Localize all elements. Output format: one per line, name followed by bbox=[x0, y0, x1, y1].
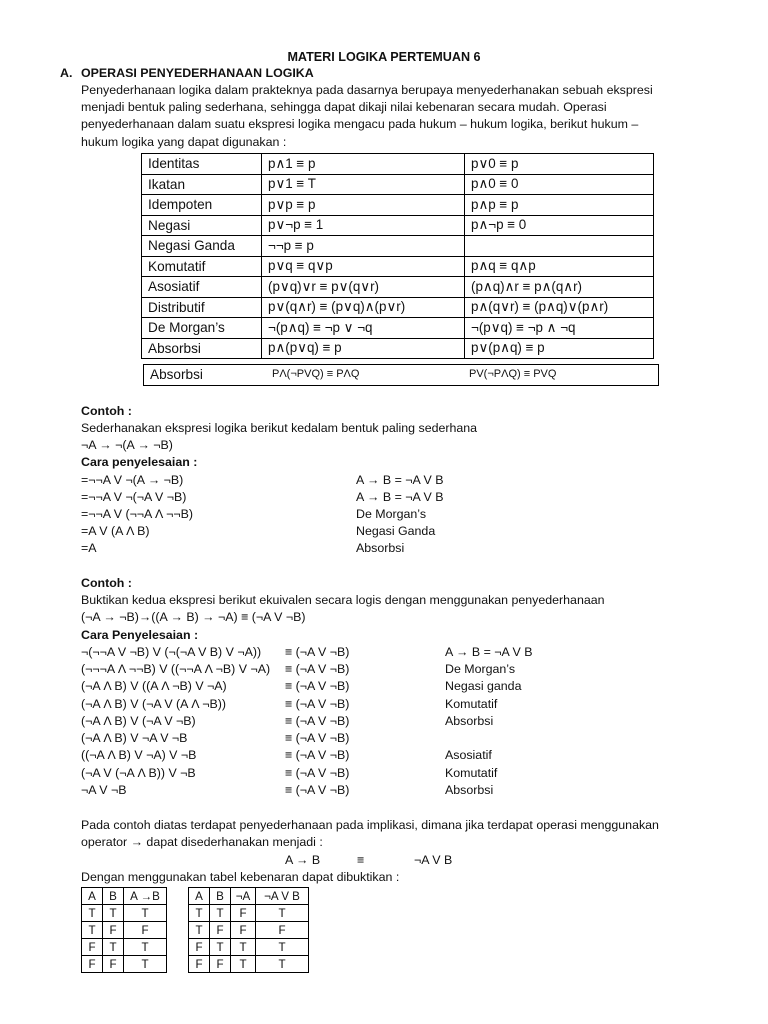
step-reason: A → B = ¬A V B bbox=[356, 473, 444, 487]
intro-line: penyederhanaan dalam suatu ekspresi logika mengacu pada hukum – hukum logika, berikut hukum – bbox=[81, 117, 639, 132]
law-formula: p∨(p∧q) ≡ p bbox=[465, 338, 654, 359]
column-header: ¬A bbox=[231, 888, 256, 905]
law-name: Distributif bbox=[142, 297, 262, 318]
step-expression: (¬A Λ B) V ¬A V ¬B bbox=[81, 731, 188, 745]
proof-line: Dengan menggunakan tabel kebenaran dapat dibuktikan : bbox=[81, 870, 400, 884]
law-formula: PΛ(¬PVQ) ≡ PΛQ bbox=[272, 368, 360, 380]
table-cell: T bbox=[124, 939, 167, 956]
step-expression: (¬¬¬A Λ ¬¬B) V ((¬¬A Λ ¬B) V ¬A) bbox=[81, 662, 271, 676]
table-row bbox=[142, 174, 654, 195]
table-row bbox=[142, 154, 654, 175]
table-row bbox=[189, 956, 309, 973]
law-formula: ¬(p∨q) ≡ ¬p ∧ ¬q bbox=[465, 318, 654, 339]
table-row bbox=[142, 318, 654, 339]
intro-paragraph bbox=[81, 82, 715, 151]
example1-solution-label: Cara penyelesaian : bbox=[81, 455, 198, 469]
step-expression: ((¬A Λ B) V ¬A) V ¬B bbox=[81, 748, 197, 762]
step-expression: =A bbox=[81, 541, 97, 555]
table-row bbox=[82, 922, 167, 939]
table-cell: F bbox=[256, 922, 309, 939]
table-row bbox=[142, 277, 654, 298]
step-expression: =¬¬A V (¬¬A Λ ¬¬B) bbox=[81, 507, 193, 521]
table-cell: T bbox=[189, 922, 210, 939]
table-cell: F bbox=[231, 905, 256, 922]
example2-expression: (¬A → ¬B)→((A → B) → ¬A) ≡ (¬A V ¬B) bbox=[81, 610, 306, 624]
law-name: Asosiatif bbox=[142, 277, 262, 298]
law-formula: (p∧q)∧r ≡ p∧(q∧r) bbox=[465, 277, 654, 298]
page-title: MATERI LOGIKA PERTEMUAN 6 bbox=[287, 50, 481, 64]
step-expression: =¬¬A V ¬(¬A V ¬B) bbox=[81, 490, 187, 504]
law-formula: p∨1 ≡ T bbox=[262, 174, 465, 195]
table-row bbox=[142, 338, 654, 359]
law-name: Idempoten bbox=[142, 195, 262, 216]
law-formula: p∧0 ≡ 0 bbox=[465, 174, 654, 195]
law-formula: PV(¬PΛQ) ≡ PVQ bbox=[469, 368, 557, 380]
table-row bbox=[142, 195, 654, 216]
step-equivalence: ≡ (¬A V ¬B) bbox=[285, 783, 350, 797]
formula-equiv: ≡ bbox=[357, 853, 365, 867]
step-equivalence: ≡ (¬A V ¬B) bbox=[285, 731, 350, 745]
formula-right: ¬A V B bbox=[414, 853, 453, 867]
absorbsi-extra-row bbox=[143, 364, 659, 386]
table-cell: F bbox=[82, 939, 103, 956]
law-formula: p∨(q∧r) ≡ (p∨q)∧(p∨r) bbox=[262, 297, 465, 318]
law-name: De Morgan’s bbox=[142, 318, 262, 339]
example1-expression: ¬A → ¬(A → ¬B) bbox=[81, 438, 173, 452]
section-heading bbox=[60, 66, 314, 80]
example1-label: Contoh : bbox=[81, 404, 132, 418]
law-formula: p∧(p∨q) ≡ p bbox=[262, 338, 465, 359]
table-cell: T bbox=[82, 922, 103, 939]
table-row bbox=[142, 297, 654, 318]
law-name: Komutatif bbox=[142, 256, 262, 277]
table-cell: T bbox=[103, 939, 124, 956]
table-row bbox=[82, 939, 167, 956]
table-cell: T bbox=[256, 939, 309, 956]
logic-laws-table bbox=[141, 153, 654, 359]
truth-table-disjunction bbox=[188, 887, 309, 973]
step-equivalence: ≡ (¬A V ¬B) bbox=[285, 697, 350, 711]
table-cell: T bbox=[231, 956, 256, 973]
law-formula: p∧(q∨r) ≡ (p∧q)∨(p∧r) bbox=[465, 297, 654, 318]
step-equivalence: ≡ (¬A V ¬B) bbox=[285, 714, 350, 728]
column-header: B bbox=[103, 888, 124, 905]
step-reason: Negasi ganda bbox=[445, 679, 522, 693]
truth-table-implication bbox=[81, 887, 167, 973]
law-formula: p∨p ≡ p bbox=[262, 195, 465, 216]
example2-label: Contoh : bbox=[81, 576, 132, 590]
step-reason: Komutatif bbox=[445, 697, 498, 711]
step-reason: Negasi Ganda bbox=[356, 524, 436, 538]
table-cell: T bbox=[103, 905, 124, 922]
closing-line: operator → dapat disederhanakan menjadi : bbox=[81, 835, 323, 849]
column-header: A →B bbox=[124, 888, 167, 905]
example1-instruction: Sederhanakan ekspresi logika berikut kedalam bentuk paling sederhana bbox=[81, 421, 478, 435]
table-row bbox=[142, 215, 654, 236]
step-reason: Komutatif bbox=[445, 766, 498, 780]
step-equivalence: ≡ (¬A V ¬B) bbox=[285, 645, 350, 659]
step-reason: A → B = ¬A V B bbox=[445, 645, 533, 659]
table-cell: F bbox=[210, 956, 231, 973]
step-expression: (¬A Λ B) V ((A Λ ¬B) V ¬A) bbox=[81, 679, 227, 693]
step-equivalence: ≡ (¬A V ¬B) bbox=[285, 662, 350, 676]
table-row bbox=[82, 905, 167, 922]
column-header: A bbox=[189, 888, 210, 905]
column-header: A bbox=[82, 888, 103, 905]
table-row bbox=[142, 236, 654, 257]
table-row bbox=[189, 905, 309, 922]
table-row bbox=[189, 922, 309, 939]
table-cell: T bbox=[82, 905, 103, 922]
table-cell: T bbox=[210, 905, 231, 922]
law-formula: ¬¬p ≡ p bbox=[262, 236, 465, 257]
law-formula: (p∨q)∨r ≡ p∨(q∨r) bbox=[262, 277, 465, 298]
table-row bbox=[189, 939, 309, 956]
step-reason: Asosiatif bbox=[445, 748, 492, 762]
step-expression: (¬A Λ B) V (¬A V ¬B) bbox=[81, 714, 196, 728]
law-formula: p∨0 ≡ p bbox=[465, 154, 654, 175]
table-cell: F bbox=[82, 956, 103, 973]
step-expression: ¬A V ¬B bbox=[81, 783, 127, 797]
table-cell: T bbox=[256, 905, 309, 922]
table-cell: F bbox=[103, 922, 124, 939]
step-expression: =¬¬A V ¬(A → ¬B) bbox=[81, 473, 184, 487]
column-header: ¬A V B bbox=[256, 888, 309, 905]
law-formula: ¬(p∧q) ≡ ¬p ∨ ¬q bbox=[262, 318, 465, 339]
law-formula: p∨q ≡ q∨p bbox=[262, 256, 465, 277]
intro-line: Penyederhanaan logika dalam prakteknya pada dasarnya berupaya menyederhanakan sebuah ekspresi bbox=[81, 83, 653, 97]
law-formula: p∧p ≡ p bbox=[465, 195, 654, 216]
law-formula: p∨¬p ≡ 1 bbox=[262, 215, 465, 236]
intro-line: hukum logika yang dapat digunakan : bbox=[81, 134, 287, 149]
step-equivalence: ≡ (¬A V ¬B) bbox=[285, 748, 350, 762]
law-name: Negasi bbox=[142, 215, 262, 236]
table-cell: T bbox=[231, 939, 256, 956]
law-name: Absorbsi bbox=[150, 367, 203, 382]
column-header: B bbox=[210, 888, 231, 905]
table-cell: T bbox=[210, 939, 231, 956]
step-expression: =A V (A Λ B) bbox=[81, 524, 150, 538]
step-reason: De Morgan’s bbox=[356, 507, 427, 521]
table-header-row bbox=[189, 888, 309, 905]
law-formula: p∧¬p ≡ 0 bbox=[465, 215, 654, 236]
table-row bbox=[142, 256, 654, 277]
table-cell: T bbox=[189, 905, 210, 922]
step-equivalence: ≡ (¬A V ¬B) bbox=[285, 766, 350, 780]
table-cell: F bbox=[231, 922, 256, 939]
law-formula: p∧q ≡ q∧p bbox=[465, 256, 654, 277]
step-reason: A → B = ¬A V B bbox=[356, 490, 444, 504]
section-number: A. bbox=[60, 66, 73, 80]
law-name: Absorbsi bbox=[142, 338, 262, 359]
step-reason: De Morgan’s bbox=[445, 662, 516, 676]
step-reason: Absorbsi bbox=[356, 541, 405, 555]
table-cell: T bbox=[124, 905, 167, 922]
law-formula: p∧1 ≡ p bbox=[262, 154, 465, 175]
table-cell: F bbox=[189, 939, 210, 956]
law-name: Negasi Ganda bbox=[142, 236, 262, 257]
step-equivalence: ≡ (¬A V ¬B) bbox=[285, 679, 350, 693]
intro-line: menjadi bentuk paling sederhana, sehingga dapat dikaji nilai kebenaran secara mudah. Operasi bbox=[81, 100, 607, 115]
section-title: OPERASI PENYEDERHANAAN LOGIKA bbox=[81, 66, 314, 80]
table-cell: F bbox=[210, 922, 231, 939]
law-name: Identitas bbox=[142, 154, 262, 175]
formula-left: A → B bbox=[285, 853, 321, 867]
step-expression: ¬(¬¬A V ¬B) V (¬(¬A V B) V ¬A)) bbox=[81, 645, 262, 659]
table-cell: F bbox=[103, 956, 124, 973]
example2-instruction: Buktikan kedua ekspresi berikut ekuivalen secara logis dengan menggunakan penyederhanaan bbox=[81, 593, 605, 607]
law-formula bbox=[465, 236, 654, 257]
table-cell: F bbox=[124, 922, 167, 939]
law-name: Ikatan bbox=[142, 174, 262, 195]
table-cell: T bbox=[124, 956, 167, 973]
example2-solution-label: Cara Penyelesaian : bbox=[81, 628, 199, 642]
table-header-row bbox=[82, 888, 167, 905]
step-reason: Absorbsi bbox=[445, 783, 494, 797]
step-expression: (¬A Λ B) V (¬A V (A Λ ¬B)) bbox=[81, 697, 226, 711]
table-cell: T bbox=[256, 956, 309, 973]
table-cell: F bbox=[189, 956, 210, 973]
step-reason: Absorbsi bbox=[445, 714, 494, 728]
table-row bbox=[82, 956, 167, 973]
closing-line: Pada contoh diatas terdapat penyederhanaan pada implikasi, dimana jika terdapat operasi menggunakan bbox=[81, 818, 659, 832]
step-expression: (¬A V (¬A Λ B)) V ¬B bbox=[81, 766, 196, 780]
